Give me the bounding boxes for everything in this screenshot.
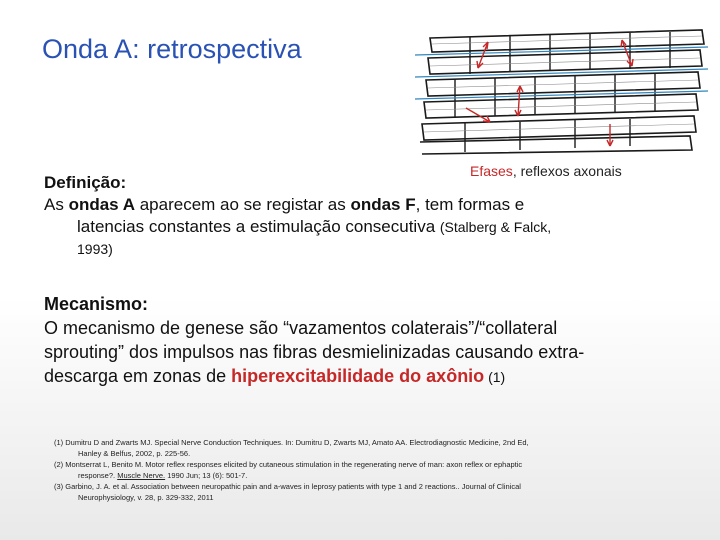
mechanism-block	[44, 292, 684, 389]
definition-text: latencias constantes a estimulação consecutiva	[77, 217, 440, 236]
mechanism-line-3	[44, 364, 684, 389]
slide-title	[42, 34, 302, 65]
reference-3: (3) Garbino, J. A. et al. Association between neuropathic pain and a-waves in leprosy patients with type 1 and 2 reactions.. Journal of Clinical	[54, 482, 521, 491]
definition-text: , tem formas e	[415, 195, 525, 214]
mechanism-heading: Mecanismo:	[44, 294, 149, 314]
definition-line-1	[44, 194, 684, 216]
definition-text: aparecem ao se registar as	[135, 195, 351, 214]
definition-block	[44, 172, 684, 260]
definition-text: As	[44, 195, 69, 214]
reference-text: 1990 Jun; 13 (6): 501-7.	[165, 471, 248, 480]
mechanism-line-1: O mecanismo de genese são “vazamentos colaterais”/“collateral	[44, 318, 558, 338]
reference-1-cont: Hanley & Belfus, 2002, p. 225-56.	[78, 449, 191, 458]
nerve-fibers-illustration	[410, 24, 710, 156]
caption-efases: Efases	[470, 163, 513, 179]
caption-text: , reflexos axonais	[512, 163, 622, 179]
reference-2: (2) Montserrat L, Benito M. Motor reflex responses elicited by cutaneous stimulation in the regenerating nerve of man: axon reflex or ephaptic	[54, 460, 523, 469]
definition-heading: Definição:	[44, 173, 127, 192]
title-sub: : retrospectiva	[132, 34, 302, 64]
mechanism-line-2: sprouting” dos impulsos nas fibras desmielinizadas causando extra-	[44, 342, 585, 362]
mechanism-text: descarga em zonas de	[44, 366, 232, 386]
term-ondas-a: ondas A	[68, 195, 135, 214]
reference-3-cont: Neurophysiology, v. 28, p. 329-332, 2011	[78, 493, 214, 502]
definition-line-3: 1993)	[77, 241, 113, 257]
mechanism-citation: (1)	[484, 369, 506, 385]
title-main: Onda A	[42, 34, 133, 64]
reference-text: response?.	[78, 471, 118, 480]
definition-citation: (Stalberg & Falck,	[439, 219, 552, 235]
reference-journal-link[interactable]: Muscle Nerve.	[117, 471, 166, 480]
reference-2-cont	[54, 470, 674, 481]
reference-1: (1) Dumitru D and Zwarts MJ. Special Nerve Conduction Techniques. In: Dumitru D, Zwarts MJ, Amato AA. Electrodiagnostic Medicine, 2nd Ed,	[54, 438, 529, 447]
term-ondas-f: ondas F	[350, 195, 416, 214]
definition-line-2	[44, 216, 684, 238]
references	[54, 437, 674, 503]
mechanism-highlight: hiperexcitabilidade do axônio	[231, 366, 485, 386]
